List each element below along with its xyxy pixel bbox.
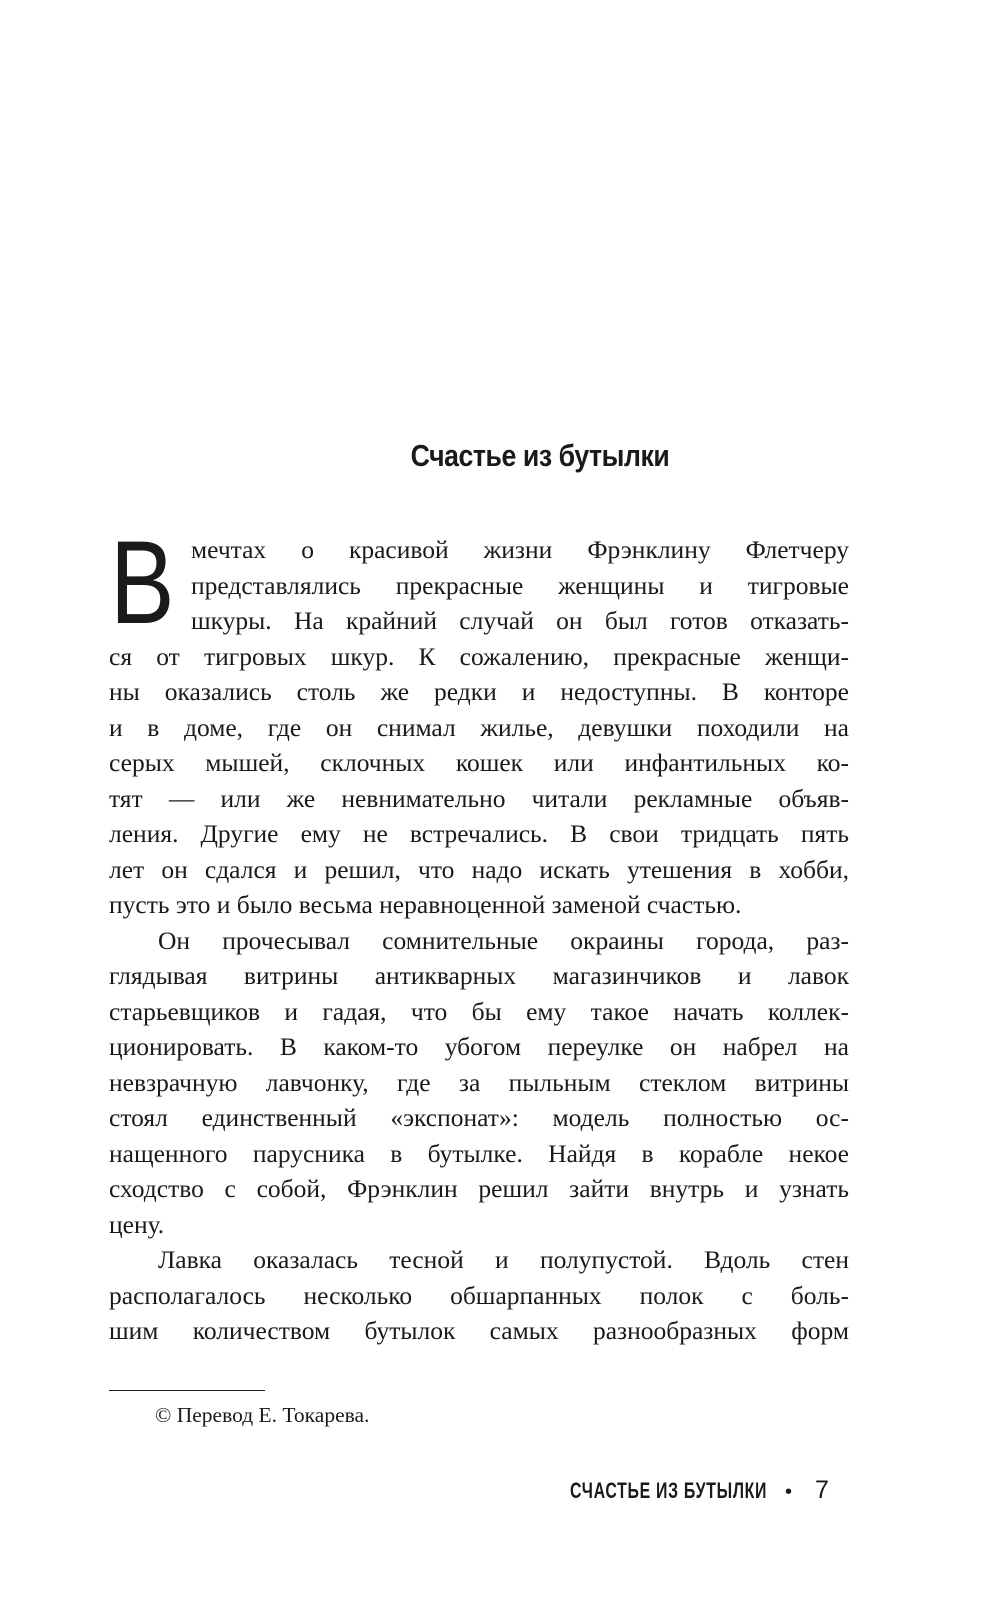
text-line: ся от тигровых шкур. К сожалению, прекрасные женщи- <box>109 641 849 671</box>
text-line: невзрачную лавчонку, где за пыльным стеклом витрины <box>109 1067 849 1097</box>
text-line: серых мышей, склочных кошек или инфантильных ко- <box>109 748 849 777</box>
text-line: ционировать. В каком-то убогом переулке он набрел на <box>109 1032 849 1061</box>
text-line: цену. <box>109 1209 165 1239</box>
text-line: и в доме, где он снимал жилье, девушки походили на <box>109 712 849 742</box>
text-line: нащенного парусника в бутылке. Найдя в корабле некое <box>109 1138 849 1168</box>
running-footer <box>570 1476 830 1505</box>
text-line: ления. Другие ему не встречались. В свои тридцать пять <box>109 819 849 848</box>
text-line: тят — или же невнимательно читали рекламные объяв- <box>109 783 849 813</box>
footnote-divider <box>109 1390 265 1391</box>
text-line: располагалось несколько обшарпанных полок с боль- <box>109 1280 849 1310</box>
chapter-title: Счастье из бутылки <box>410 438 670 473</box>
text-line: мечтах о красивой жизни Фрэнклину Флетчеру <box>191 535 849 564</box>
text-line: Лавка оказалась тесной и полупустой. Вдоль стен <box>158 1245 849 1274</box>
body-text <box>109 517 849 1349</box>
text-line: сходство с собой, Фрэнклин решил зайти внутрь и узнать <box>109 1174 849 1203</box>
text-line: Он прочесывал сомнительные окраины города, раз- <box>158 925 849 955</box>
text-line: представлялись прекрасные женщины и тигровые <box>191 570 849 600</box>
running-title: СЧАСТЬЕ ИЗ БУТЫЛКИ <box>570 1478 768 1503</box>
text-line: стоял единственный «экспонат»: модель полностью ос- <box>109 1103 849 1132</box>
text-line: пусть это и было весьма неравноценной заменой счастью. <box>109 890 742 919</box>
bullet-separator: • <box>785 1481 794 1503</box>
drop-cap: В <box>110 517 175 649</box>
text-line: шим количеством бутылок самых разнообразных форм <box>109 1316 849 1345</box>
text-line: ны оказались столь же редки и недоступны. В конторе <box>109 677 849 706</box>
page-number: 7 <box>815 1476 830 1504</box>
text-line: старьевщиков и гадая, что бы ему такое начать коллек- <box>109 996 849 1026</box>
text-line: лет он сдался и решил, что надо искать утешения в хобби, <box>109 854 849 884</box>
footnote: © Перевод Е. Токарева. <box>155 1403 370 1427</box>
text-line: шкуры. На крайний случай он был готов отказать- <box>191 606 849 635</box>
text-line: глядывая витрины антикварных магазинчиков и лавок <box>109 961 849 990</box>
